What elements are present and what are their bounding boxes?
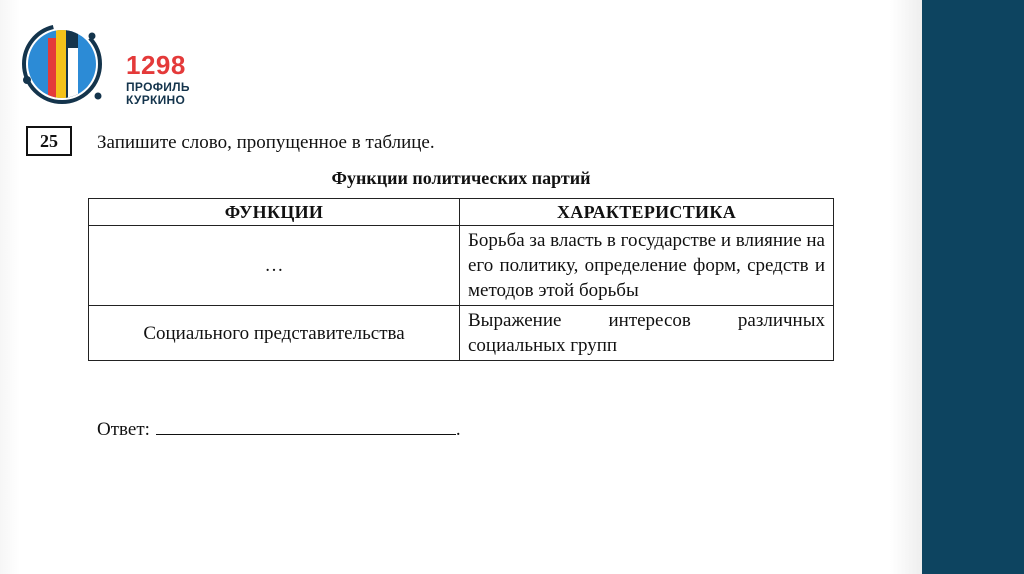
cell-characteristic: Выражение интересов различных социальных групп [460, 306, 834, 361]
header-characteristic: ХАРАКТЕРИСТИКА [460, 199, 834, 226]
cell-function: Социального представительства [89, 306, 460, 361]
answer-blank[interactable] [156, 416, 456, 435]
right-edge-shade [890, 0, 922, 574]
logo-number: 1298 [126, 50, 186, 80]
table-title: Функции политических партий [331, 168, 591, 188]
answer-label: Ответ: [97, 419, 150, 440]
cell-characteristic: Борьба за власть в государстве и влияние на его политику, определение форм, средств и методов этой борьбы [460, 226, 834, 306]
task-number-box [26, 126, 72, 156]
cell-function-missing: … [89, 226, 460, 306]
answer-suffix: . [455, 419, 461, 440]
logo-emblem-icon [18, 18, 128, 110]
task-number: 25 [40, 130, 58, 151]
answer-line [97, 416, 461, 441]
table-row [89, 306, 834, 361]
table-row [89, 226, 834, 306]
logo-text-line2: КУРКИНО [126, 93, 186, 107]
left-edge-shade [0, 0, 20, 574]
header-functions: ФУНКЦИИ [89, 199, 460, 226]
task-instruction: Запишите слово, пропущенное в таблице. [97, 132, 435, 153]
logo-text-line1: ПРОФИЛЬ [126, 80, 190, 94]
right-side-panel [922, 0, 1024, 574]
functions-table [88, 198, 834, 361]
school-logo [18, 18, 190, 110]
table-header-row [89, 199, 834, 226]
